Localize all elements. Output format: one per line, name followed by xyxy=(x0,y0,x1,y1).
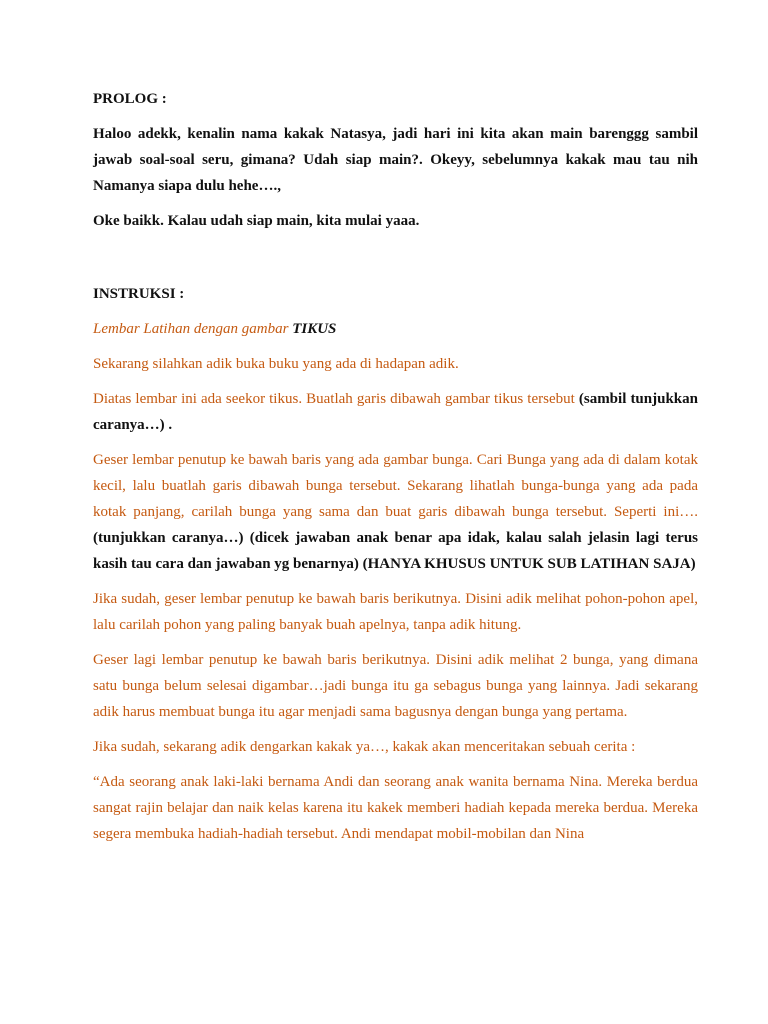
subheading-prefix: Lembar Latihan dengan gambar xyxy=(93,321,289,337)
prolog-paragraph-2: Oke baikk. Kalau udah siap main, kita mulai yaaa. xyxy=(93,213,420,229)
instruksi-paragraph-2 xyxy=(93,386,698,438)
paragraph-3-note: (tunjukkan caranya…) (dicek jawaban anak benar apa idak, kalau salah jelasin lagi terus kasih tau cara dan jawaban yg benarnya) (HANYA KHUSUS UNTUK SUB LATIHAN SAJA) xyxy=(93,530,698,572)
instruksi-paragraph-5: Geser lagi lembar penutup ke bawah baris berikutnya. Disini adik melihat 2 bunga, yang dimana satu bunga belum selesai digambar…jadi bunga itu ga sebagus bunga yang lainnya. Jadi sekarang adik harus membuat bunga itu agar menjadi sama bagusnya dengan bunga yang pertama. xyxy=(93,652,698,720)
document-content xyxy=(93,86,698,856)
instruksi-paragraph-6: Jika sudah, sekarang adik dengarkan kakak ya…, kakak akan menceritakan sebuah cerita : xyxy=(93,739,636,755)
paragraph-2-instruction: Diatas lembar ini ada seekor tikus. Buatlah garis dibawah gambar tikus tersebut xyxy=(93,391,575,407)
paragraph-2-note: (sambil tunjukkan caranya…) . xyxy=(93,391,698,433)
instruksi-paragraph-4: Jika sudah, geser lembar penutup ke bawah baris berikutnya. Disini adik melihat pohon-pohon apel, lalu carilah pohon yang paling banyak buah apelnya, tanpa adik hitung. xyxy=(93,591,698,633)
section-spacer xyxy=(93,243,698,281)
instruksi-heading: INSTRUKSI : xyxy=(93,286,185,302)
instruksi-subheading xyxy=(93,316,698,342)
instruksi-paragraph-3 xyxy=(93,447,698,577)
paragraph-3-instruction: Geser lembar penutup ke bawah baris yang ada gambar bunga. Cari Bunga yang ada di dalam kotak kecil, lalu buatlah garis dibawah bunga tersebut. Sekarang lihatlah bunga-bunga yang ada pada kotak panjang, carilah bunga yang sama dan buat garis dibawah bunga tersebut. Seperti ini…. xyxy=(93,452,698,520)
subheading-keyword: TIKUS xyxy=(292,321,337,337)
prolog-paragraph-1: Haloo adekk, kenalin nama kakak Natasya, jadi hari ini kita akan main barenggg sambil jawab soal-soal seru, gimana? Udah siap main?. Okeyy, sebelumnya kakak mau tau nih Namanya siapa dulu hehe…., xyxy=(93,126,698,194)
instruksi-paragraph-1: Sekarang silahkan adik buka buku yang ada di hadapan adik. xyxy=(93,356,459,372)
prolog-heading: PROLOG : xyxy=(93,91,167,107)
story-paragraph: “Ada seorang anak laki-laki bernama Andi dan seorang anak wanita bernama Nina. Mereka berdua sangat rajin belajar dan naik kelas karena itu kakek memberi hadiah kepada mereka berdua. Mereka segera membuka hadiah-hadiah tersebut. Andi mendapat mobil-mobilan dan Nina xyxy=(93,774,698,842)
